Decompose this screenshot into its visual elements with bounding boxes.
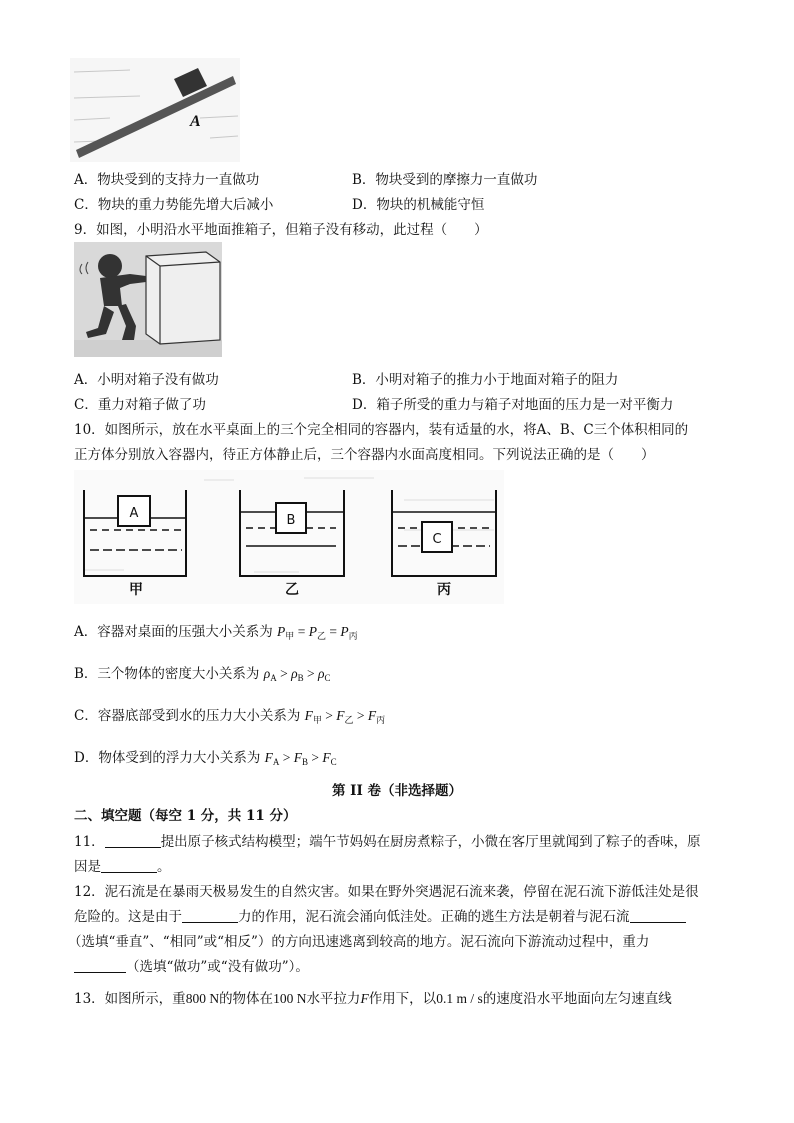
q10-option-a-math: $P_甲 = P_乙 = P_丙$ bbox=[277, 624, 358, 641]
q10-option-d bbox=[74, 746, 337, 767]
section-title: 第 II 卷（非选择题） bbox=[331, 783, 463, 799]
block-b-label: B bbox=[286, 513, 296, 528]
q8-option-a: A．物块受到的支持力一直做功 bbox=[74, 172, 260, 188]
block-c-label: C bbox=[432, 532, 442, 547]
q11-line2: 因是 。 bbox=[74, 859, 171, 875]
q8-option-d: D．物块的机械能守恒 bbox=[352, 197, 485, 213]
q12-line1: 12．泥石流是在暴雨天极易发生的自然灾害。如果在野外突遇泥石流来袭，停留在泥石流下游低洼处是很 bbox=[74, 884, 699, 900]
q9-option-c: C．重力对箱子做了功 bbox=[74, 397, 206, 413]
q12-line2: 危险的。这是由于 力的作用，泥石流会涌向低洼处。正确的逃生方法是朝着与泥石流 bbox=[74, 905, 686, 925]
q11-blank-1[interactable] bbox=[105, 833, 161, 848]
q10-option-d-math: $F_A > F_B > F_C$ bbox=[264, 750, 337, 767]
q12-blank-3[interactable] bbox=[74, 958, 126, 973]
q8-option-c: C．物块的重力势能先增大后减小 bbox=[74, 197, 274, 213]
q12-blank-1[interactable] bbox=[182, 908, 238, 923]
q9-option-d: D．箱子所受的重力与箱子对地面的压力是一对平衡力 bbox=[352, 397, 674, 413]
q10-option-c bbox=[74, 704, 385, 726]
section-heading: 二、填空题（每空 1 分，共 11 分） bbox=[74, 808, 297, 824]
q10-option-b bbox=[74, 662, 330, 683]
q9-option-a: A．小明对箱子没有做功 bbox=[74, 372, 219, 388]
incline-figure bbox=[70, 58, 240, 162]
container-label-jia: 甲 bbox=[129, 582, 143, 598]
q12-blank-2[interactable] bbox=[630, 908, 686, 923]
push-box-figure bbox=[74, 242, 222, 357]
q10-option-a-text: A．容器对桌面的压强大小关系为 bbox=[74, 624, 273, 640]
q10-option-c-math: $F_甲 > F_乙 > F_丙$ bbox=[304, 708, 386, 725]
q12-line4: （选填“做功”或“没有做功”）。 bbox=[74, 955, 309, 975]
q10-stem-line1: 10．如图所示，放在水平桌面上的三个完全相同的容器内，装有适量的水，将A、B、C三个体积相同的 bbox=[74, 422, 689, 438]
q11-blank-2[interactable] bbox=[101, 858, 157, 873]
q10-stem-line2: 正方体分别放入容器内，待正方体静止后，三个容器内水面高度相同。下列说法正确的是（ ） bbox=[74, 447, 655, 463]
q13-line1: 13．如图所示，重800 N的物体在100 N水平拉力F作用下，以0.1 m / s的速度沿水平地面向左匀速直线 bbox=[74, 991, 672, 1007]
q10-option-b-text: B．三个物体的密度大小关系为 bbox=[74, 666, 260, 682]
box bbox=[146, 252, 220, 344]
block-a-label: A bbox=[129, 506, 139, 521]
container-label-bing: 丙 bbox=[437, 582, 451, 598]
containers-figure bbox=[74, 470, 504, 604]
q10-option-d-text: D．物体受到的浮力大小关系为 bbox=[74, 750, 261, 766]
q9-option-b: B．小明对箱子的推力小于地面对箱子的阻力 bbox=[352, 372, 619, 388]
q9-stem: 9．如图，小明沿水平地面推箱子，但箱子没有移动，此过程（ ） bbox=[74, 222, 488, 238]
container-label-yi: 乙 bbox=[285, 582, 299, 598]
q10-option-b-math: $\rho_A > \rho_B > \rho_C$ bbox=[263, 666, 331, 683]
q8-option-b: B．物块受到的摩擦力一直做功 bbox=[352, 172, 538, 188]
q11-line1: 11． 提出原子核式结构模型；端午节妈妈在厨房煮粽子，小微在客厅里就闻到了粽子的香味，原 bbox=[74, 834, 701, 850]
q10-option-c-text: C．容器底部受到水的压力大小关系为 bbox=[74, 708, 301, 724]
incline-label: A bbox=[190, 113, 201, 130]
q10-option-a bbox=[74, 620, 358, 642]
q12-line3: （选填“垂直”、“相同”或“相反”）的方向迅速逃离到较高的地方。泥石流向下游流动过程中，重力 bbox=[68, 934, 650, 950]
